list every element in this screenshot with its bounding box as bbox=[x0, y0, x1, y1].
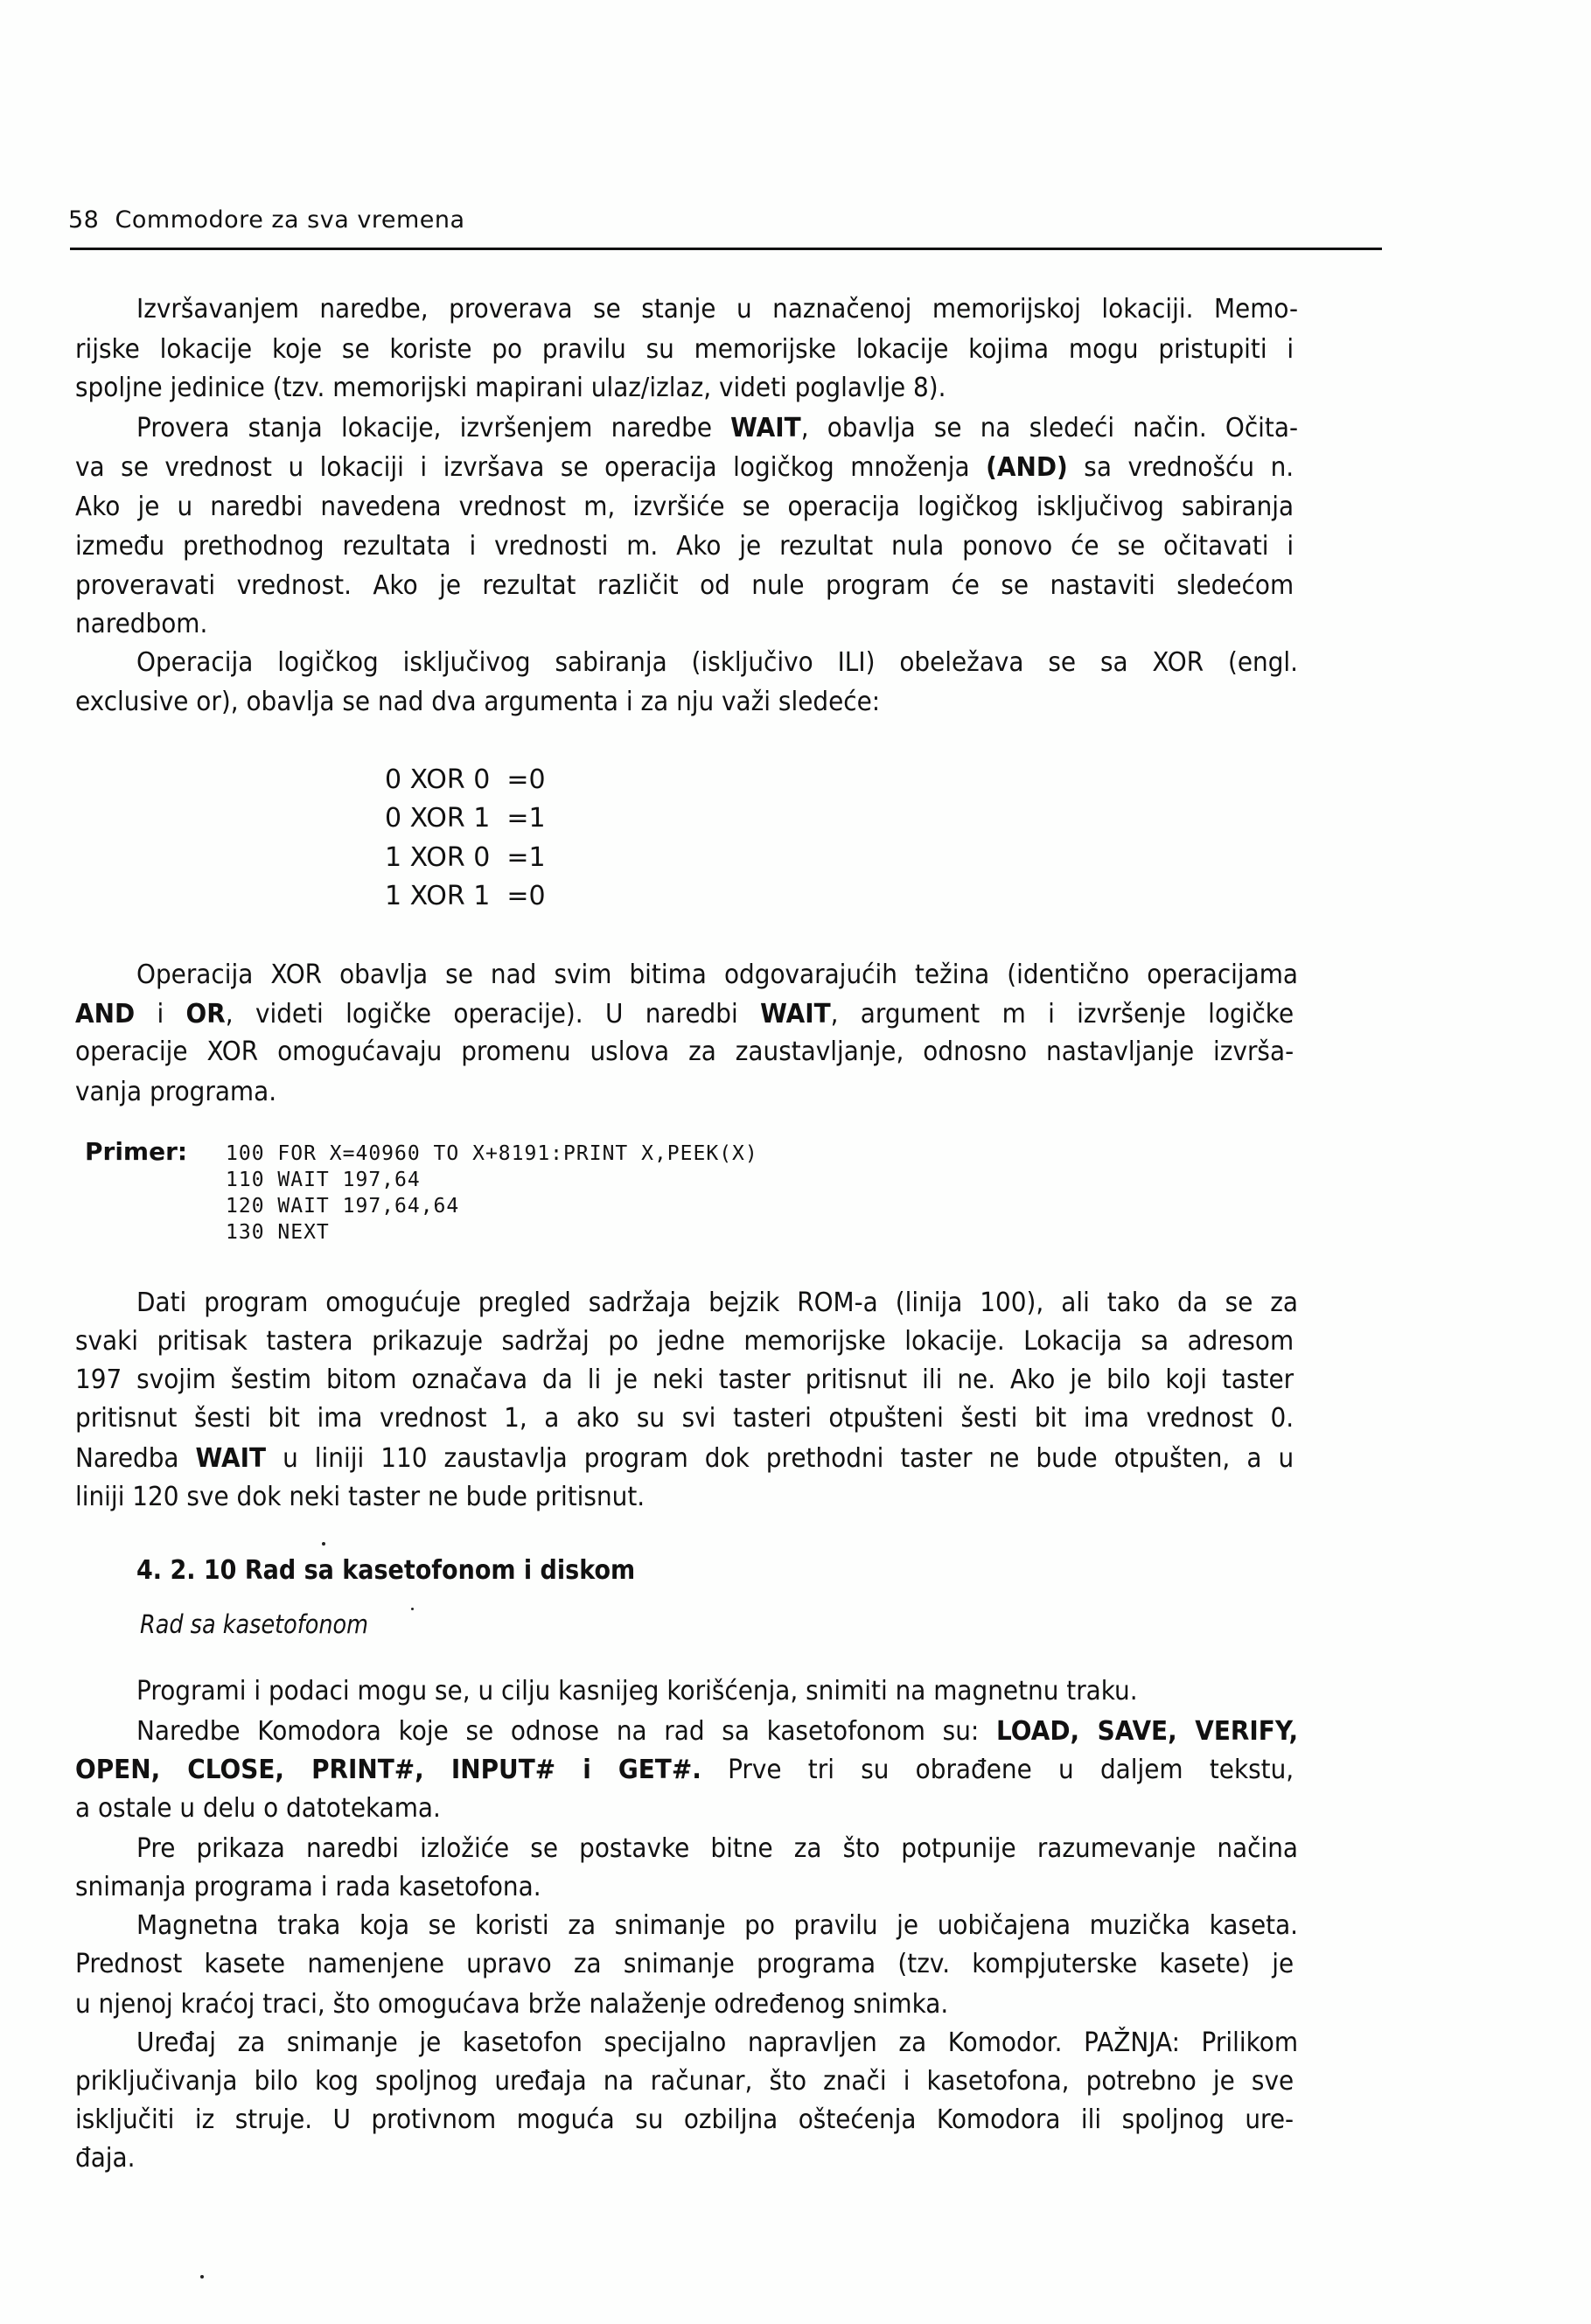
text-run: Naredbe Komodora koje se odnose na rad sa kasetofonom su: bbox=[136, 1716, 997, 1747]
text-line: snimanja programa i rada kasetofona. bbox=[75, 1872, 541, 1902]
page-number: 58 bbox=[68, 206, 100, 234]
running-title: Commodore za sva vremena bbox=[115, 206, 465, 234]
text-run: Provera stanja lokacije, izvršenjem naredbe bbox=[136, 413, 731, 443]
text-line: Operacija XOR obavlja se nad svim bitima odgovarajućih težina (identično operacijama bbox=[136, 960, 1299, 990]
text-line: između prethodnog rezultata i vrednosti m. Ako je rezultat nula ponovo će se očitavati i bbox=[75, 531, 1294, 562]
text-line: Pre prikaza naredbi izložiće se postavke bitne za što potpunije razumevanje načina bbox=[136, 1833, 1299, 1864]
text-line bbox=[136, 413, 1298, 444]
text-line: proveravati vrednost. Ako je rezultat različit od nule program će se nastaviti sledećom bbox=[75, 570, 1294, 601]
keyword-or: OR bbox=[185, 999, 226, 1029]
text-line bbox=[75, 999, 1294, 1030]
xor-row: 0 XOR 1 =1 bbox=[385, 803, 546, 834]
text-line: spoljne jedinice (tzv. memorijski mapirani ulaz/izlaz, videti poglavlje 8). bbox=[75, 373, 946, 403]
text-line: Programi i podaci mogu se, u cilju kasnijeg korišćenja, snimiti na magnetnu traku. bbox=[136, 1676, 1138, 1706]
text-line: liniji 120 sve dok neki taster ne bude pritisnut. bbox=[75, 1482, 645, 1512]
code-line: 100 FOR X=40960 TO X+8191:PRINT X,PEEK(X) bbox=[226, 1142, 758, 1165]
text-line bbox=[75, 452, 1294, 484]
text-line: a ostale u delu o datotekama. bbox=[75, 1793, 441, 1824]
xor-row: 1 XOR 1 =0 bbox=[385, 881, 546, 911]
section-heading: 4. 2. 10 Rad sa kasetofonom i diskom bbox=[136, 1555, 636, 1586]
text-line: Dati program omogućuje pregled sadržaja bejzik ROM-a (linija 100), ali tako da se za bbox=[136, 1288, 1299, 1318]
text-line bbox=[75, 1443, 1294, 1475]
keyword-wait: WAIT bbox=[730, 413, 801, 443]
text-line: Ako je u naredbi navedena vrednost m, izvršiće se operacija logičkog isključivog sabiranja bbox=[75, 492, 1294, 522]
print-speck bbox=[322, 1542, 325, 1546]
text-line: 197 svojim šestim bitom označava da li je neki taster pritisnut ili ne. Ako je bilo koji taster bbox=[75, 1364, 1294, 1395]
xor-row: 1 XOR 0 =1 bbox=[385, 842, 546, 873]
keyword-wait: WAIT bbox=[760, 999, 831, 1029]
print-speck bbox=[200, 2275, 204, 2279]
text-line: u njenoj kraćoj traci, što omogućava brže nalaženje određenog snimka. bbox=[75, 1989, 949, 2020]
text-run: Prve tri su obrađene u daljem tekstu, bbox=[701, 1755, 1294, 1785]
text-line: exclusive or), obavlja se nad dva argumenta i za nju važi sledeće: bbox=[75, 687, 881, 717]
code-line: 120 WAIT 197,64,64 bbox=[226, 1195, 460, 1218]
text-line: pritisnut šesti bit ima vrednost 1, a ako su svi tasteri otpušteni šesti bit ima vrednost 0. bbox=[75, 1403, 1294, 1434]
text-run: u liniji 110 zaustavlja program dok prethodni taster ne bude otpušten, a u bbox=[266, 1443, 1294, 1474]
text-line bbox=[75, 1755, 1294, 1786]
code-line: 110 WAIT 197,64 bbox=[226, 1169, 421, 1191]
text-line: đaja. bbox=[75, 2143, 136, 2174]
subsection-heading: Rad sa kasetofonom bbox=[140, 1609, 369, 1639]
text-line: Uređaj za snimanje je kasetofon specijalno napravljen za Komodor. PAŽNJA: Prilikom bbox=[136, 2027, 1299, 2058]
text-run: i bbox=[135, 999, 186, 1029]
print-speck bbox=[411, 1608, 414, 1610]
text-line: Magnetna traka koja se koristi za snimanje po pravilu je uobičajena muzička kaseta. bbox=[136, 1910, 1299, 1941]
text-line: Prednost kasete namenjene upravo za snimanje programa (tzv. kompjuterske kasete) je bbox=[75, 1949, 1294, 1979]
text-line: svaki pritisak tastera prikazuje sadržaj po jedne memorijske lokacije. Lokacija sa adresom bbox=[75, 1326, 1294, 1357]
keyword-wait: WAIT bbox=[195, 1443, 267, 1474]
text-run: sa vrednošću n. bbox=[1067, 452, 1294, 483]
text-line: priključivanja bilo kog spoljnog uređaja na računar, što znači i kasetofona, potrebno je sve bbox=[75, 2066, 1294, 2097]
keywords: OPEN, CLOSE, PRINT#, INPUT# i GET#. bbox=[75, 1755, 701, 1785]
text-line: rijske lokacije koje se koriste po pravilu su memorijske lokacije kojima mogu pristupiti i bbox=[75, 334, 1294, 365]
code-line: 130 NEXT bbox=[226, 1221, 330, 1244]
example-label: Primer: bbox=[85, 1137, 188, 1166]
text-run: , argument m i izvršenje logičke bbox=[830, 999, 1294, 1029]
keyword-and: (AND) bbox=[986, 452, 1068, 483]
xor-row: 0 XOR 0 =0 bbox=[385, 764, 546, 795]
keywords: LOAD, SAVE, VERIFY, bbox=[996, 1716, 1299, 1747]
running-header bbox=[68, 206, 465, 234]
text-line: naredbom. bbox=[75, 609, 208, 639]
text-run: , videti logičke operacije). U naredbi bbox=[225, 999, 761, 1029]
text-line: operacije XOR omogućavaju promenu uslova za zaustavljanje, odnosno nastavljanje izvrša- bbox=[75, 1036, 1294, 1067]
header-rule bbox=[70, 248, 1382, 250]
text-run: , obavlja se na sledeći način. Očita- bbox=[800, 413, 1299, 443]
text-run: va se vrednost u lokaciji i izvršava se operacija logičkog množenja bbox=[75, 452, 987, 483]
text-line bbox=[136, 1716, 1298, 1748]
text-run: Naredba bbox=[75, 1443, 196, 1474]
text-line: Operacija logičkog isključivog sabiranja (isključivo ILI) obeležava se sa XOR (engl. bbox=[136, 647, 1299, 678]
text-line: Izvršavanjem naredbe, proverava se stanje u naznačenoj memorijskoj lokaciji. Memo- bbox=[136, 294, 1299, 325]
keyword-and: AND bbox=[75, 999, 136, 1029]
text-line: isključiti iz struje. U protivnom moguća su ozbiljna oštećenja Komodora ili spoljnog ure- bbox=[75, 2104, 1294, 2135]
text-line: vanja programa. bbox=[75, 1077, 277, 1107]
